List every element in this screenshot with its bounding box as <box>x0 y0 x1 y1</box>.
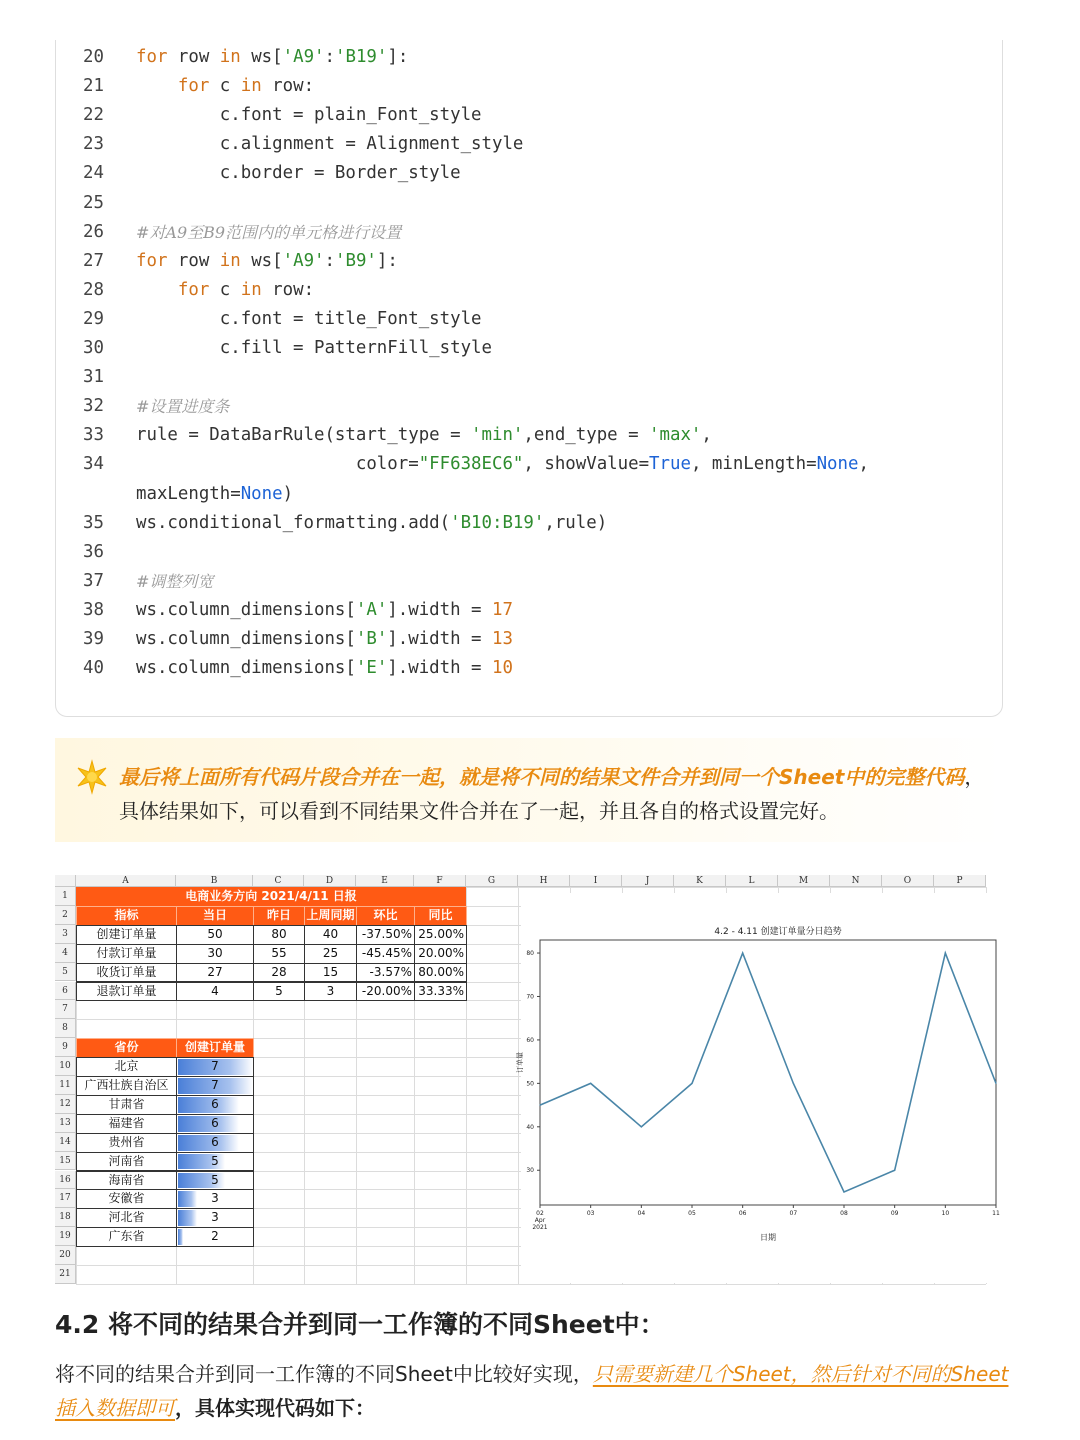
para-before: 将不同的结果合并到同一工作簿的不同Sheet中比较好实现， <box>55 1362 593 1386</box>
line-number: 39 <box>83 629 104 649</box>
code-line <box>56 130 1002 159</box>
data-point <box>641 1126 642 1127</box>
column-header: I <box>570 875 622 887</box>
report-cell: -45.45% <box>356 944 415 964</box>
row-header: 21 <box>55 1265 76 1284</box>
gridline <box>518 887 519 1284</box>
code-text: rule = DataBarRule(start_type = 'min',end_type = 'max', <box>136 425 712 446</box>
column-header: O <box>882 875 934 887</box>
data-point <box>995 1083 996 1084</box>
code-line <box>56 654 1002 683</box>
x-tick-label: 03 <box>586 1210 595 1217</box>
y-tick-label: 30 <box>526 1167 534 1175</box>
code-text: c.font = plain_Font_style <box>136 105 482 126</box>
report-cell: 30 <box>176 944 254 964</box>
report-header-cell: 指标 <box>76 906 177 926</box>
data-bar-cell <box>176 1095 254 1115</box>
report-cell: 5 <box>253 982 305 1002</box>
line-chart <box>516 893 1000 1283</box>
code-text: for c in row: <box>177 279 315 300</box>
data-bar <box>178 1116 239 1132</box>
code-line <box>56 276 1002 305</box>
line-number: 21 <box>83 76 104 97</box>
chart-title: 4.2 - 4.11 创建订单量分日趋势 <box>714 927 842 937</box>
line-number: 22 <box>83 105 104 126</box>
row-header: 9 <box>55 1038 76 1057</box>
x-tick-label: 05 <box>688 1210 696 1217</box>
data-bar-cell <box>176 1133 254 1153</box>
line-number: 28 <box>83 279 104 300</box>
province-name-cell: 北京 <box>76 1057 177 1077</box>
code-line <box>56 392 1002 421</box>
row-header: 3 <box>55 925 76 944</box>
data-bar <box>178 1229 183 1245</box>
line-number: 29 <box>83 308 104 329</box>
column-header: N <box>830 875 882 887</box>
report-cell: 80 <box>253 925 305 945</box>
column-header: K <box>674 875 726 887</box>
report-cell: 3 <box>304 982 357 1002</box>
line-number: 36 <box>83 541 104 562</box>
code-line <box>56 72 1002 101</box>
y-tick-label: 40 <box>526 1123 534 1131</box>
code-text: c.font = title_Font_style <box>136 308 482 329</box>
x-tick-label: 08 <box>840 1210 848 1217</box>
report-cell: 收货订单量 <box>76 963 177 983</box>
x-sublabel: 2021 <box>532 1224 548 1231</box>
report-header-cell: 同比 <box>414 906 467 926</box>
code-text: color="FF638EC6", showValue=True, minLength=None, <box>136 454 869 475</box>
row-header: 13 <box>55 1114 76 1133</box>
row-header: 16 <box>55 1171 76 1190</box>
report-cell: 80.00% <box>414 963 467 983</box>
report-header-cell: 昨日 <box>253 906 305 926</box>
chart-background <box>521 893 999 1283</box>
tip-text <box>119 760 989 828</box>
line-number: 37 <box>83 570 104 591</box>
row-header: 4 <box>55 944 76 963</box>
line-number: 20 <box>83 47 104 67</box>
code-text: ws.conditional_formatting.add('B10:B19',rule) <box>136 512 608 533</box>
data-bar-cell <box>176 1076 254 1096</box>
code-line <box>56 334 1002 363</box>
column-header: F <box>414 875 466 887</box>
report-cell: -37.50% <box>356 925 415 945</box>
data-bar-value: 7 <box>211 1078 219 1092</box>
sparkle-icon <box>75 760 109 794</box>
row-header: 8 <box>55 1019 76 1038</box>
province-name-cell: 贵州省 <box>76 1133 177 1153</box>
province-name-cell: 海南省 <box>76 1171 177 1191</box>
province-name-cell: 福建省 <box>76 1114 177 1134</box>
data-bar-cell <box>176 1189 254 1209</box>
line-number: 25 <box>83 192 104 213</box>
para-after: ，具体实现代码如下： <box>175 1396 375 1420</box>
code-text: #调整列宽 <box>136 571 214 591</box>
code-line <box>56 421 1002 450</box>
report-cell: 4 <box>176 982 254 1002</box>
line-number: 24 <box>83 163 104 184</box>
code-text: for row in ws['A9':'B19']: <box>136 47 409 67</box>
code-line <box>56 625 1002 654</box>
data-point <box>539 1104 540 1105</box>
row-header: 6 <box>55 982 76 1001</box>
row-header: 12 <box>55 1095 76 1114</box>
x-tick-label: 02 <box>536 1210 544 1217</box>
x-tick-label: 07 <box>789 1210 798 1217</box>
report-cell: 25 <box>304 944 357 964</box>
data-bar-value: 5 <box>211 1172 219 1187</box>
data-bar <box>178 1191 197 1207</box>
row-header: 11 <box>55 1076 76 1095</box>
code-line <box>56 509 1002 538</box>
report-header-cell: 上周同期 <box>304 906 357 926</box>
section-title: 4.2 将不同的结果合并到同一工作簿的不同Sheet中： <box>55 1310 665 1339</box>
data-bar-cell <box>176 1114 254 1134</box>
report-title: 电商业务方向 2021/4/11 日报 <box>76 887 466 906</box>
code-text: maxLength=None) <box>136 483 294 504</box>
data-point <box>691 1083 692 1084</box>
column-header: G <box>466 875 518 887</box>
line-number: 27 <box>83 250 104 271</box>
line-number: 31 <box>83 367 104 388</box>
report-cell: -20.00% <box>356 982 415 1002</box>
line-number: 30 <box>83 338 104 358</box>
code-line <box>56 450 1002 479</box>
province-name-cell: 安徽省 <box>76 1189 177 1209</box>
column-header: L <box>726 875 778 887</box>
column-header: J <box>622 875 674 887</box>
data-bar <box>178 1097 239 1113</box>
data-bar-value: 5 <box>211 1153 219 1168</box>
row-header: 14 <box>55 1133 76 1152</box>
y-tick-label: 80 <box>526 950 534 958</box>
data-bar-cell <box>176 1208 254 1228</box>
data-bar-value: 3 <box>211 1191 219 1206</box>
data-bar-value: 6 <box>211 1096 219 1111</box>
province-header-cell: 省份 <box>76 1038 177 1058</box>
data-point <box>793 1083 794 1084</box>
data-bar-value: 2 <box>211 1229 219 1244</box>
report-cell: 28 <box>253 963 305 983</box>
code-line <box>56 567 1002 596</box>
data-point <box>843 1191 844 1192</box>
column-header: D <box>304 875 356 887</box>
y-tick-label: 60 <box>526 1036 534 1044</box>
report-cell: 付款订单量 <box>76 944 177 964</box>
spreadsheet-screenshot <box>55 875 1003 1283</box>
column-header: M <box>778 875 830 887</box>
province-name-cell: 广东省 <box>76 1227 177 1247</box>
x-tick-label: 04 <box>637 1210 646 1217</box>
report-cell: 50 <box>176 925 254 945</box>
row-header: 2 <box>55 906 76 925</box>
row-header: 1 <box>55 887 76 906</box>
line-number: 33 <box>83 425 104 446</box>
x-axis-label: 日期 <box>760 1233 776 1242</box>
para-highlight: 只需要新建几个Sheet，然后针对不同的Sheet插入数据即可 <box>55 1362 1009 1420</box>
line-number: 32 <box>83 396 104 417</box>
column-header: H <box>518 875 570 887</box>
code-line <box>56 538 1002 567</box>
x-sublabel: Apr <box>534 1217 546 1224</box>
province-name-cell: 甘肃省 <box>76 1095 177 1115</box>
province-header-cell: 创建订单量 <box>176 1038 254 1058</box>
report-cell: 33.33% <box>414 982 467 1002</box>
code-line <box>56 218 1002 247</box>
data-bar-cell <box>176 1152 254 1172</box>
row-header: 20 <box>55 1246 76 1265</box>
code-line <box>56 247 1002 276</box>
y-tick-label: 50 <box>526 1080 534 1088</box>
province-name-cell: 河北省 <box>76 1208 177 1228</box>
province-name-cell: 广西壮族自治区 <box>76 1076 177 1096</box>
data-bar-value: 3 <box>211 1210 219 1225</box>
data-point <box>590 1083 591 1084</box>
x-tick-label: 10 <box>941 1210 950 1217</box>
tip-rest: ，具体结果如下，可以看到不同结果文件合并在了一起，并且各自的格式设置完好。 <box>119 765 985 823</box>
code-text: c.fill = PatternFill_style <box>136 338 492 358</box>
data-point <box>742 952 743 953</box>
gridline <box>76 1284 986 1285</box>
row-header: 15 <box>55 1152 76 1171</box>
data-point <box>945 952 946 953</box>
data-point <box>894 1170 895 1171</box>
column-header: B <box>176 875 253 887</box>
row-header: 7 <box>55 1000 76 1019</box>
code-text: ws.column_dimensions['A'].width = 17 <box>136 599 513 620</box>
report-header-cell: 环比 <box>356 906 415 926</box>
line-number: 34 <box>83 454 104 475</box>
row-header: 10 <box>55 1057 76 1076</box>
x-tick-label: 06 <box>738 1210 747 1217</box>
sheet-corner <box>55 875 76 887</box>
data-bar <box>178 1210 197 1226</box>
code-block <box>55 40 1003 717</box>
report-cell: 25.00% <box>414 925 467 945</box>
report-cell: 退款订单量 <box>76 982 177 1002</box>
code-text: ws.column_dimensions['B'].width = 13 <box>136 629 513 649</box>
column-header: P <box>934 875 986 887</box>
column-header: E <box>356 875 414 887</box>
province-name-cell: 河南省 <box>76 1152 177 1172</box>
line-number: 26 <box>83 221 104 242</box>
code-line <box>56 189 1002 218</box>
report-cell: -3.57% <box>356 963 415 983</box>
code-line <box>56 363 1002 392</box>
report-cell: 55 <box>253 944 305 964</box>
data-bar-cell <box>176 1057 254 1077</box>
code-text: for row in ws['A9':'B9']: <box>136 250 398 271</box>
code-text: c.border = Border_style <box>136 163 461 184</box>
x-tick-label: 11 <box>992 1210 1000 1217</box>
code-text: #设置进度条 <box>136 397 230 417</box>
section-paragraph <box>55 1357 1015 1425</box>
code-line <box>56 159 1002 188</box>
tip-highlight: 最后将上面所有代码片段合并在一起，就是将不同的结果文件合并到同一个Sheet中的完整代码 <box>119 765 965 789</box>
x-tick-label: 09 <box>890 1210 899 1217</box>
data-bar-cell <box>176 1171 254 1191</box>
line-number: 38 <box>83 599 104 620</box>
data-bar-cell <box>176 1227 254 1247</box>
code-text: ws.column_dimensions['E'].width = 10 <box>136 658 513 679</box>
code-text: c.alignment = Alignment_style <box>136 134 524 155</box>
y-tick-label: 70 <box>526 993 534 1001</box>
tip-box <box>55 738 1003 842</box>
code-text: #对A9至B9范围内的单元格进行设置 <box>136 222 402 242</box>
data-bar-value: 7 <box>211 1059 219 1074</box>
data-bar <box>178 1135 239 1151</box>
report-cell: 15 <box>304 963 357 983</box>
code-line <box>56 305 1002 334</box>
line-number: 35 <box>83 512 104 533</box>
report-cell: 27 <box>176 963 254 983</box>
code-line <box>56 596 1002 625</box>
code-line <box>56 43 1002 72</box>
line-number: 23 <box>83 134 104 155</box>
report-cell: 20.00% <box>414 944 467 964</box>
data-bar-value: 6 <box>211 1115 219 1130</box>
row-header: 17 <box>55 1189 76 1208</box>
report-cell: 40 <box>304 925 357 945</box>
y-axis-label: 订单量 <box>516 1052 524 1073</box>
code-text: for c in row: <box>177 76 315 97</box>
data-bar-value: 6 <box>211 1134 219 1149</box>
report-header-cell: 当日 <box>176 906 254 926</box>
row-header: 18 <box>55 1208 76 1227</box>
code-line <box>56 480 1002 509</box>
row-header: 19 <box>55 1227 76 1246</box>
row-header: 5 <box>55 963 76 982</box>
column-header: A <box>76 875 176 887</box>
report-cell: 创建订单量 <box>76 925 177 945</box>
code-line <box>56 101 1002 130</box>
line-number: 40 <box>83 658 104 679</box>
column-header: C <box>253 875 304 887</box>
